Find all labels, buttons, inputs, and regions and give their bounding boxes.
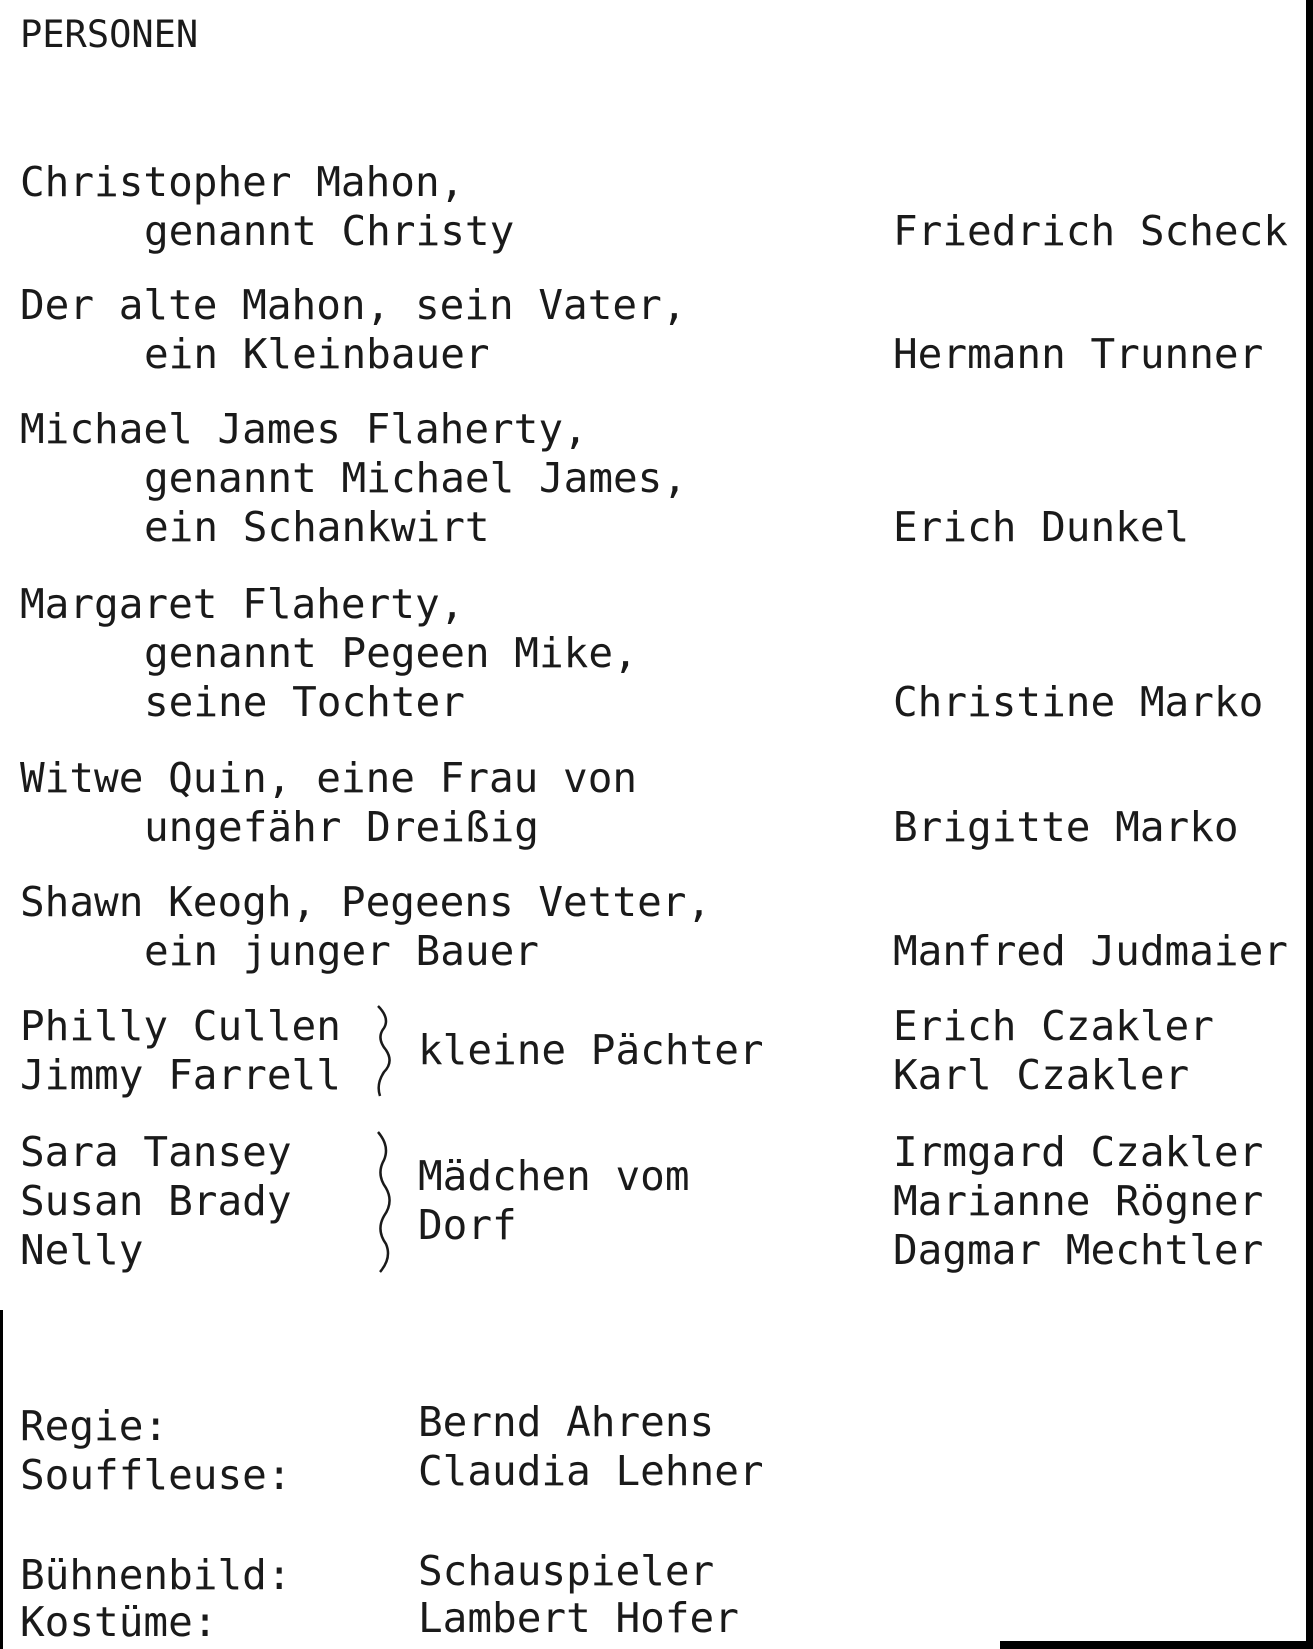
scan-border-bottom [1000,1641,1313,1649]
role-line: ungefähr Dreißig [144,803,539,851]
group-member: Jimmy Farrell [20,1051,341,1099]
actor-name: Hermann Trunner [893,330,1264,378]
actor-name: Marianne Rögner [893,1177,1264,1225]
crew-value: Lambert Hofer [418,1594,739,1642]
role-line: Witwe Quin, eine Frau von [20,754,638,802]
group-actors [893,1002,1214,1100]
group-member: Nelly [20,1226,144,1274]
crew-value: Schauspieler [418,1547,715,1595]
role-line: Michael James Flaherty, [20,405,588,453]
role-line: Shawn Keogh, Pegeens Vetter, [20,878,712,926]
crew-label: Regie: [20,1402,169,1450]
role-line: ein Kleinbauer [144,330,490,378]
actor-name: Karl Czakler [893,1051,1190,1099]
role-line: Christopher Mahon, [20,158,465,206]
role-entry [20,158,514,256]
role-line: genannt Christy [144,207,515,255]
role-line: ein Schankwirt [144,503,490,551]
actor-name: Friedrich Scheck [893,207,1288,255]
crew-value: Claudia Lehner [418,1447,764,1495]
scan-border-right [1306,0,1313,1649]
actor-name: Dagmar Mechtler [893,1226,1264,1274]
actor-name: Irmgard Czakler [893,1128,1264,1176]
group-members [20,1128,292,1275]
group-description-line: kleine Pächter [418,1026,764,1074]
actor-name: Christine Marko [893,678,1264,726]
role-entry [20,405,687,552]
group-actors [893,1128,1263,1275]
group-members [20,1002,341,1100]
crew-value: Bernd Ahrens [418,1398,715,1446]
group-member: Susan Brady [20,1177,292,1225]
page-heading: PERSONEN [20,13,199,56]
role-line: Der alte Mahon, sein Vater, [20,281,687,329]
crew-label: Kostüme: [20,1598,218,1646]
role-line: seine Tochter [144,678,465,726]
scan-border-left [0,1310,3,1649]
group-description-line: Mädchen vom [418,1152,690,1200]
crew-label: Bühnenbild: [20,1551,292,1599]
role-entry [20,878,711,976]
role-line: Margaret Flaherty, [20,580,465,628]
brace-icon [372,1004,402,1098]
role-line: genannt Pegeen Mike, [144,629,638,677]
role-entry [20,580,638,727]
crew-label: Souffleuse: [20,1451,292,1499]
actor-name: Erich Czakler [893,1002,1214,1050]
role-line: ein junger Bauer [144,927,539,975]
role-entry [20,754,637,852]
role-line: genannt Michael James, [144,454,688,502]
actor-name: Manfred Judmaier [893,927,1288,975]
group-description [418,1152,690,1250]
group-description-line: Dorf [418,1201,517,1249]
group-description [418,1026,764,1075]
actor-name: Brigitte Marko [893,803,1239,851]
actor-name: Erich Dunkel [893,503,1190,551]
brace-icon [372,1130,402,1274]
group-member: Sara Tansey [20,1128,292,1176]
role-entry [20,281,686,379]
group-member: Philly Cullen [20,1002,341,1050]
